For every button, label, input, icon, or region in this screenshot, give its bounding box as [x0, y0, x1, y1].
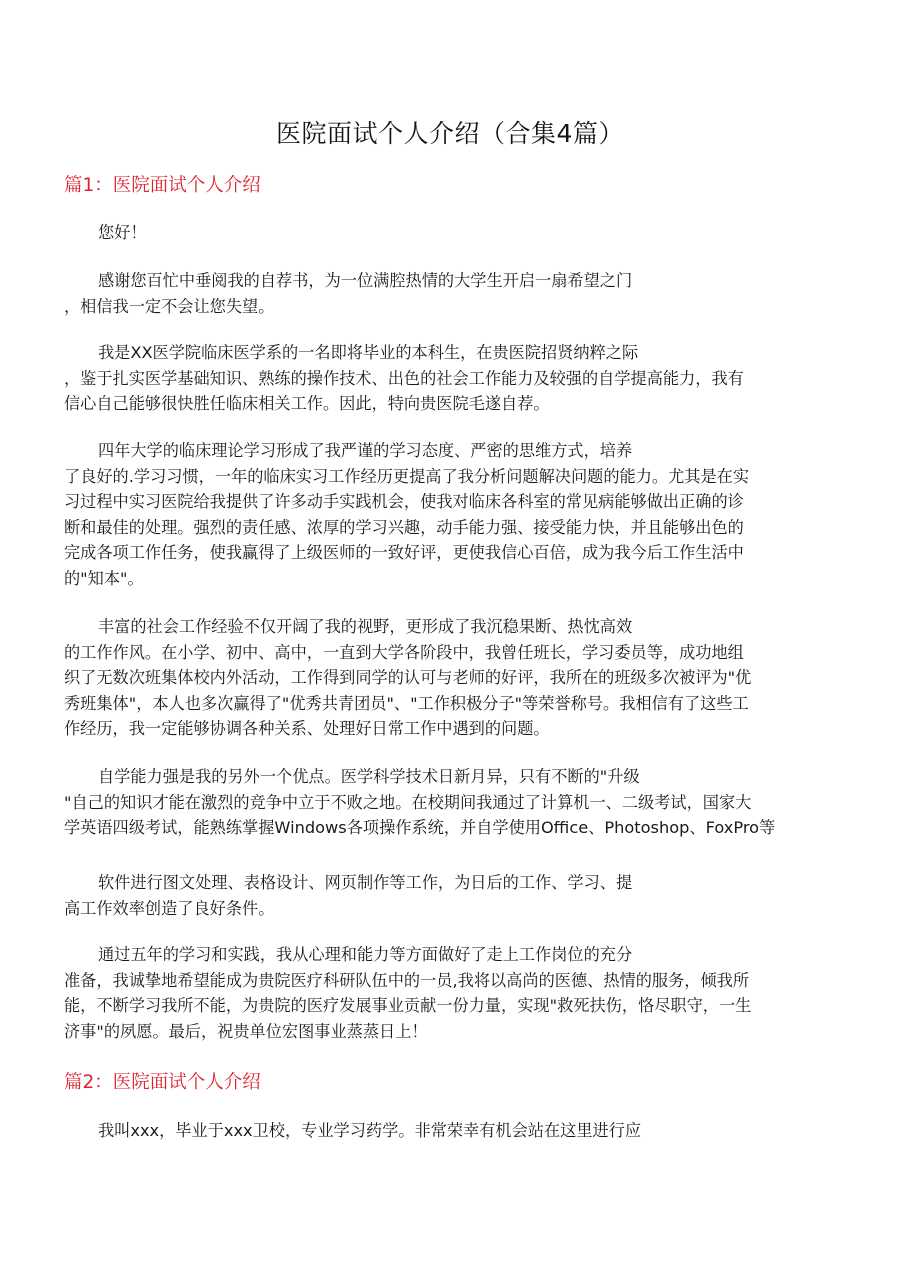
paragraph-section2-intro — [64, 1118, 844, 1144]
text-line: 学英语四级考试，能熟练掌握Windows各项操作系统，并自学使用Office、Photoshop、FoxPro等 — [64, 818, 776, 837]
text-line: 济事"的夙愿。最后，祝贵单位宏图事业蒸蒸日上！ — [64, 1021, 428, 1041]
text-line: 了良好的.学习习惯，一年的临床实习工作经历更提高了我分析问题解决问题的能力。尤其是在实 — [64, 466, 750, 486]
text-line: "自己的知识才能在激烈的竞争中立于不败之地。在校期间我通过了计算机一、二级考试，国家大 — [64, 792, 752, 812]
paragraph-social-work — [64, 614, 844, 742]
paragraph-thanks — [64, 268, 844, 319]
text-line: 自学能力强是我的另外一个优点。医学科学技术日新月异，只有不断的"升级 — [98, 767, 640, 786]
paragraph-self-learning — [64, 764, 844, 841]
text-line: 您好！ — [98, 223, 147, 242]
text-line: 习过程中实习医院给我提供了许多动手实践机会，使我对临床各科室的常见病能够做出正确的诊 — [64, 492, 744, 511]
text-line: 完成各项工作任务，使我赢得了上级医师的一致好评，更使我信心百倍，成为我今后工作生活中 — [64, 543, 744, 562]
text-line: 丰富的社会工作经验不仅开阔了我的视野，更形成了我沉稳果断、热忱高效 — [98, 617, 633, 636]
text-line: 的工作作风。在小学、初中、高中，一直到大学各阶段中，我曾任班长，学习委员等，成功地组 — [64, 642, 744, 662]
text-line: ，鉴于扎实医学基础知识、熟练的操作技术、出色的社会工作能力及较强的自学提高能力，我有 — [64, 368, 744, 388]
text-line: 能，不断学习我所不能，为贵院的医疗发展事业贡献一份力量，实现"救死扶伤，恪尽职守，一生 — [64, 996, 752, 1015]
section-heading-1: 篇1：医院面试个人介绍 — [64, 175, 261, 196]
text-line: 高工作效率创造了良好条件。 — [64, 898, 275, 918]
text-line: 的"知本"。 — [64, 568, 144, 588]
document-title: 医院面试个人介绍（合集4篇） — [276, 119, 624, 148]
text-line: 信心自己能够很快胜任临床相关工作。因此，特向贵医院毛遂自荐。 — [64, 394, 550, 413]
paragraph-conclusion — [64, 942, 844, 1044]
text-line: 我是XX医学院临床医学系的一名即将毕业的本科生，在贵医院招贤纳粹之际 — [98, 343, 639, 362]
text-line: 四年大学的临床理论学习形成了我严谨的学习态度、严密的思维方式，培养 — [98, 441, 633, 460]
paragraph-software — [64, 870, 844, 921]
text-line: 织了无数次班集体校内外活动，工作得到同学的认可与老师的好评，我所在的班级多次被评为"优 — [64, 668, 752, 687]
section-heading-2: 篇2：医院面试个人介绍 — [64, 1072, 261, 1093]
paragraph-greeting — [64, 220, 844, 246]
paragraph-self-intro — [64, 340, 844, 417]
text-line: 作经历，我一定能够协调各种关系、处理好日常工作中遇到的问题。 — [64, 719, 550, 738]
text-line: ，相信我一定不会让您失望。 — [64, 296, 275, 316]
text-line: 感谢您百忙中垂阅我的自荐书，为一位满腔热情的大学生开启一扇希望之门 — [98, 271, 633, 290]
paragraph-study — [64, 438, 844, 591]
text-line: 准备，我诚挚地希望能成为贵院医疗科研队伍中的一员,我将以高尚的医德、热情的服务，倾我所 — [64, 970, 750, 990]
text-line: 软件进行图文处理、表格设计、网页制作等工作，为日后的工作、学习、提 — [98, 873, 633, 892]
text-line: 我叫xxx，毕业于xxx卫校，专业学习药学。非常荣幸有机会站在这里进行应 — [98, 1121, 642, 1140]
text-line: 断和最佳的处理。强烈的责任感、浓厚的学习兴趣，动手能力强、接受能力快，并且能够出色的 — [64, 517, 744, 537]
text-line: 通过五年的学习和实践，我从心理和能力等方面做好了走上工作岗位的充分 — [98, 945, 633, 964]
text-line: 秀班集体"，本人也多次赢得了"优秀共青团员"、"工作积极分子"等荣誉称号。我相信有了这些工 — [64, 693, 749, 713]
